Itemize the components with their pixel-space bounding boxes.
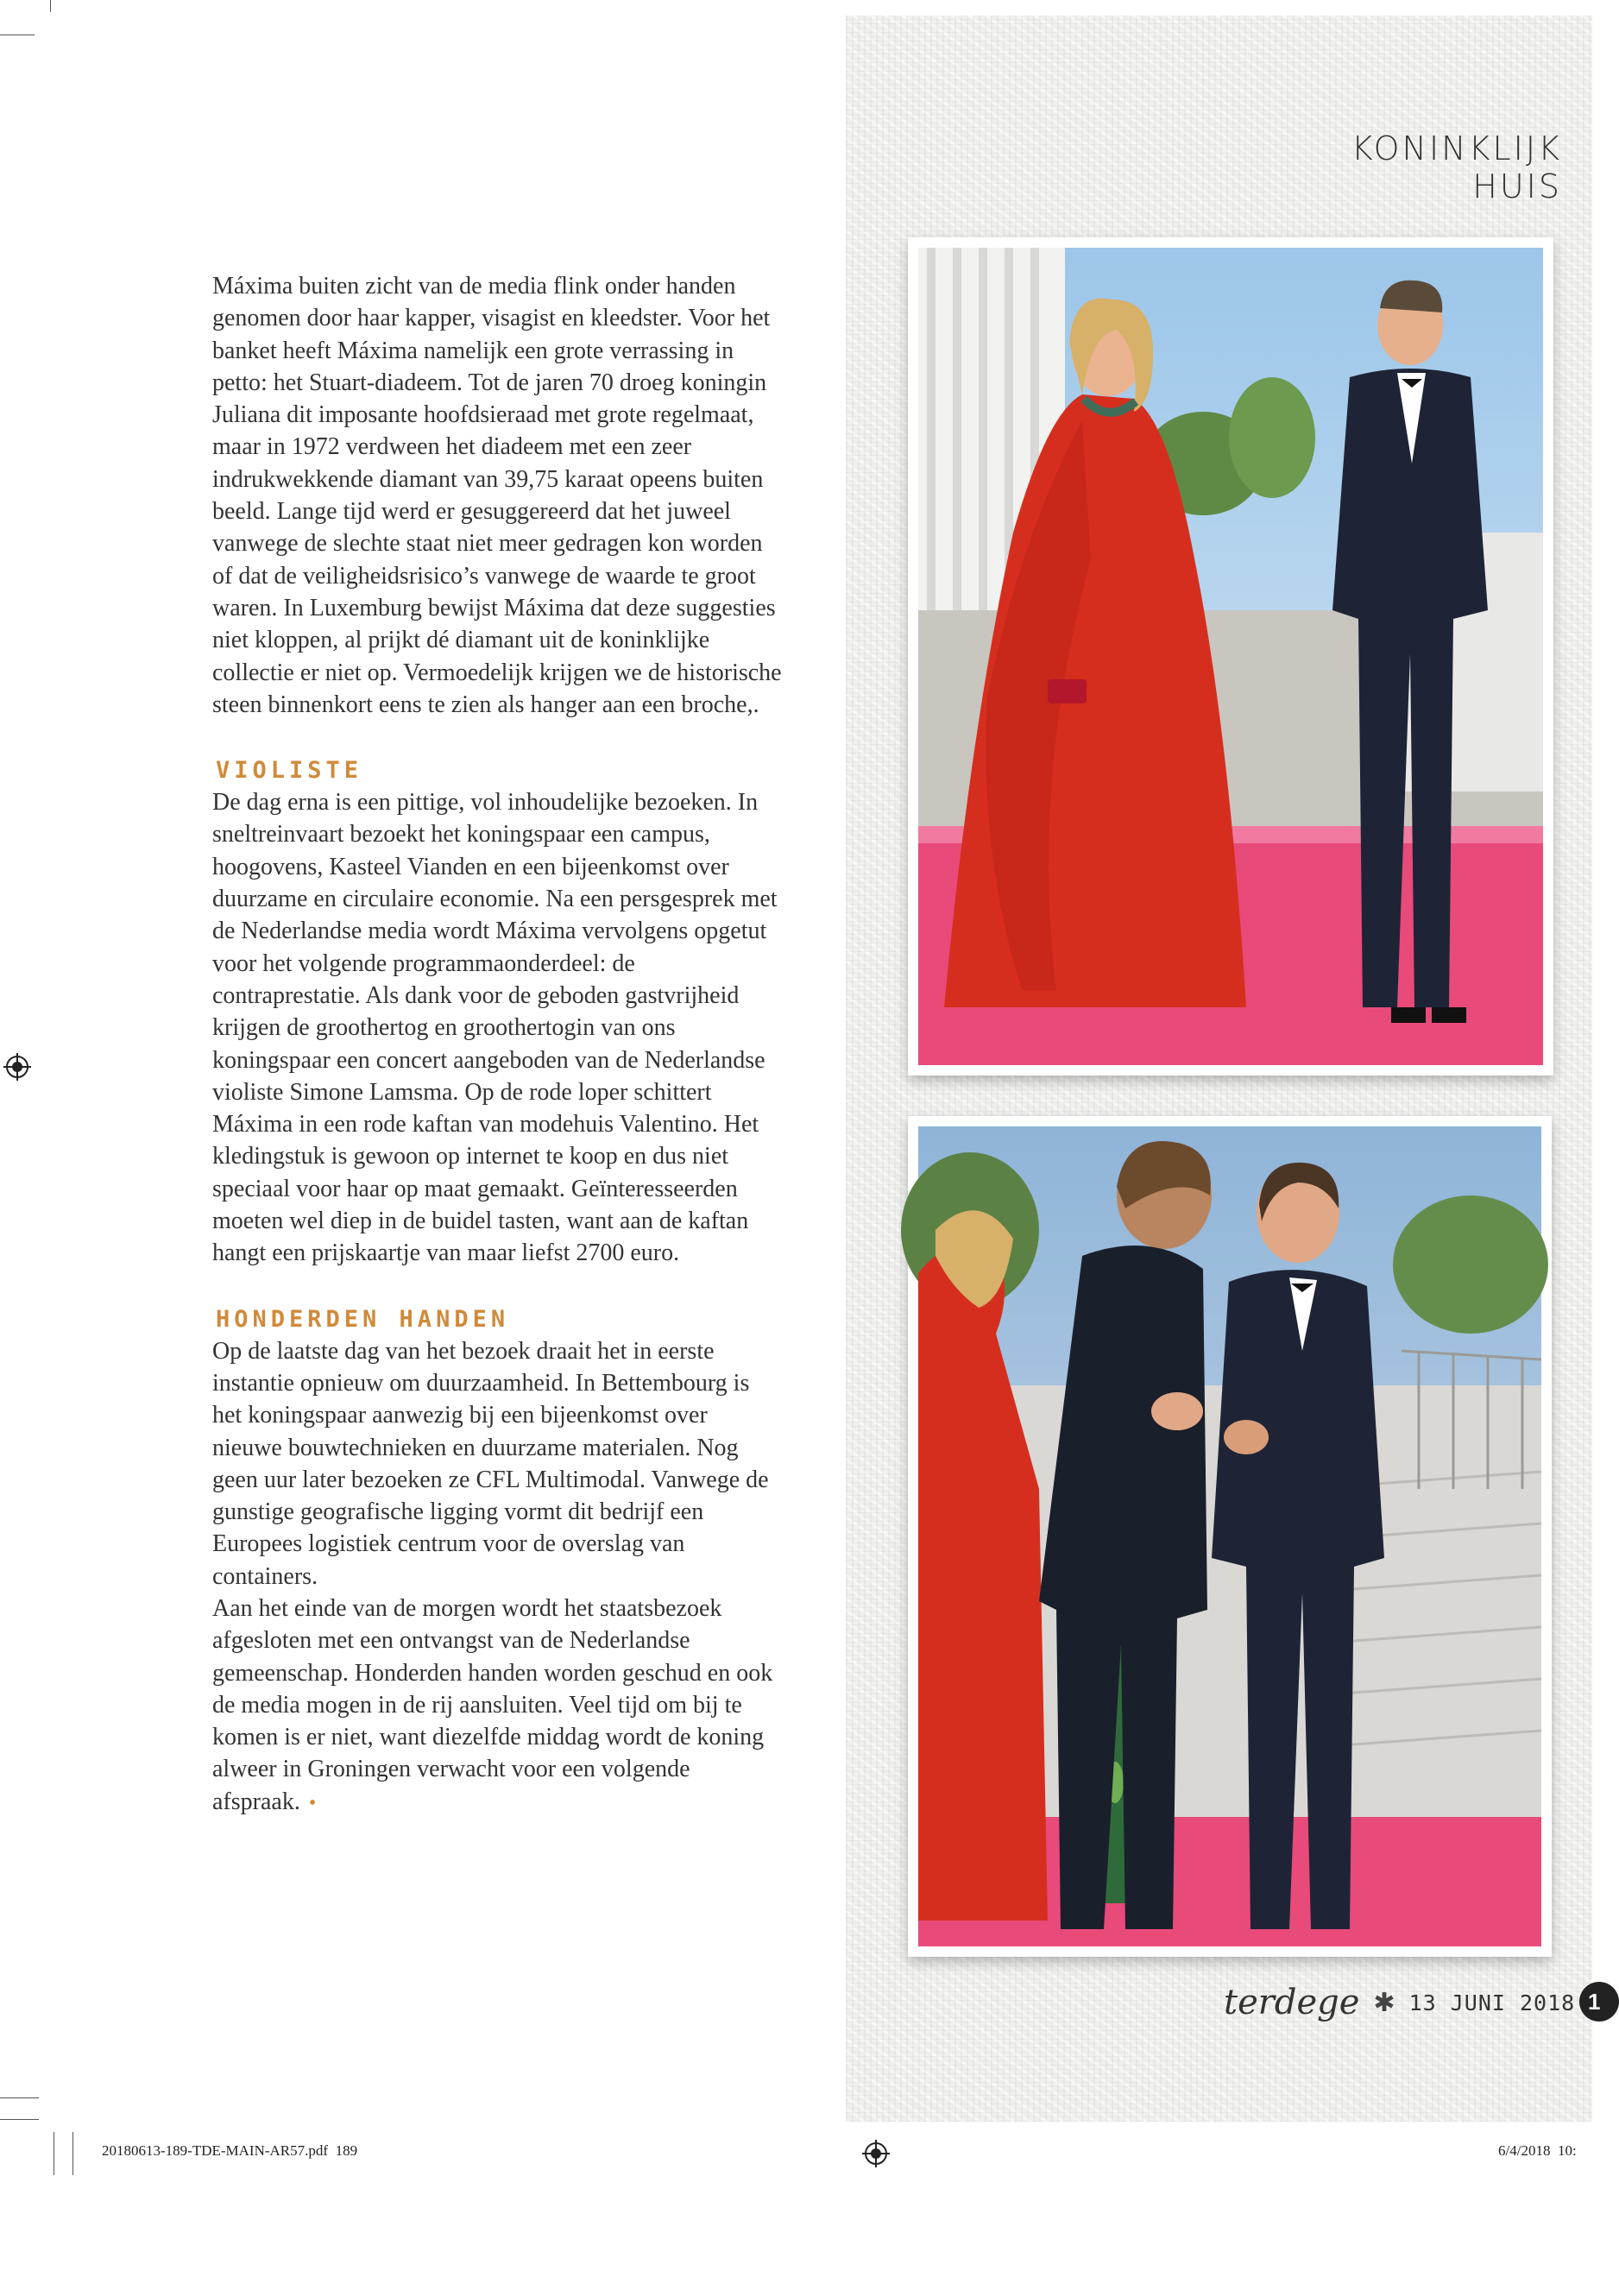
end-mark-icon: •: [308, 1791, 317, 1814]
page-number: 1: [1579, 1982, 1619, 2022]
registration-mark-icon: [862, 2140, 890, 2167]
crop-mark: [50, 0, 51, 12]
photo-greeting-grand-duke-image: [918, 1126, 1541, 1946]
article-paragraph: Op de laatste dag van het bezoek draait het in eerste instantie opnieuw om duurzaamheid. In Bettembourg is het koningspaar aanwezig bij een bijeenkomst over nieuwe bouwtechnieken en duurzame materialen. Nog geen uur later bezoeken ze CFL Multimodal. Vanwege de gunstige geografische ligging vormt dit bedrijf een Europees logistiek centrum voor de overslag van containers.: [212, 1337, 769, 1590]
slug-page: 189: [335, 2142, 358, 2159]
crop-mark: [0, 2097, 39, 2098]
crop-mark: [72, 2132, 73, 2175]
slug-time: 10:: [1557, 2142, 1577, 2159]
article-paragraph-end: [212, 1593, 782, 1820]
slug-file: 20180613-189-TDE-MAIN-AR57.pdf: [102, 2142, 329, 2159]
footer-brand: [1224, 1977, 1586, 2028]
asterisk-icon: ✱: [1373, 1987, 1395, 2018]
photo-royal-couple-image: [918, 248, 1543, 1065]
article-intro: Máxima buiten zicht van de media flink onder handen genomen door haar kapper, visagist en kleedster. Voor het banket heeft Máxima namelijk een grote verrassing in petto: het Stuart-diadeem. Tot de jaren 70 droeg koningin Juliana dit imposante hoofdsieraad met grote regelmaat, maar in 1972 verdween het diadeem met een zeer indrukwekkende diamant van 39,75 karaat opeens buiten beeld. Lange tijd werd er gesuggereerd dat het juweel vanwege de slechte staat niet meer gedragen kon worden of dat de veiligheidsrisico’s vanwege de waarde te groot waren. In Luxemburg bewijst Máxima dat deze suggesties niet kloppen, al prijkt dé diamant uit de koninklijke collectie er niet op. Vermoedelijk krijgen we de historische steen binnenkort eens te zien als hanger aan een broche,.: [212, 273, 782, 718]
issue-date: 13 JUNI 2018: [1408, 1990, 1576, 2015]
article-body: [212, 270, 782, 1820]
subheading-violiste: VIOLISTE: [216, 757, 363, 785]
crop-mark: [0, 2119, 39, 2120]
slug-date: 6/4/2018: [1498, 2142, 1551, 2159]
registration-mark-icon: [3, 1053, 31, 1081]
print-slug: [102, 2142, 357, 2160]
brand-name: terdege: [1224, 1983, 1360, 2022]
article-paragraph: De dag erna is een pittige, vol inhoudelijke bezoeken. In sneltreinvaart bezoekt het koningspaar een campus, hoogovens, Kasteel Vianden en een bijeenkomst over duurzame en circulaire economie. Na een persgesprek met de Nederlandse media wordt Máxima vervolgens opgetut voor het volgende programmaonderdeel: de contraprestatie. Als dank voor de geboden gastvrijheid krijgen de groothertog en groothertogin van ons koningspaar een concert aangeboden van de Nederlandse violiste Simone Lamsma. Op de rode loper schittert Máxima in een rode kaftan van modehuis Valentino. Het kledingstuk is gewoon op internet te koop en dus niet speciaal voor haar op maat gemaakt. Geïnteresseerden moeten wel diep in de buidel tasten, want aan de kaftan hangt een prijskaartje van maar liefst 2700 euro.: [212, 789, 778, 1267]
section-label: KONINKLIJK HUIS: [1351, 129, 1562, 205]
photo-royal-couple: [908, 237, 1553, 1075]
print-slug-date: [1498, 2142, 1577, 2160]
photo-greeting-grand-duke: [908, 1116, 1552, 1957]
article-paragraph-text: Aan het einde van de morgen wordt het staatsbezoek afgesloten met een ontvangst van de Nederlandse gemeenschap. Honderden handen worden geschud en ook de media mogen in de rij aansluiten. Veel tijd om bij te komen is er niet, want diezelfde middag wordt de koning alweer in Groningen verwacht voor een volgende afspraak.: [212, 1594, 773, 1815]
subheading-honderden-handen: HONDERDEN HANDEN: [216, 1305, 510, 1333]
